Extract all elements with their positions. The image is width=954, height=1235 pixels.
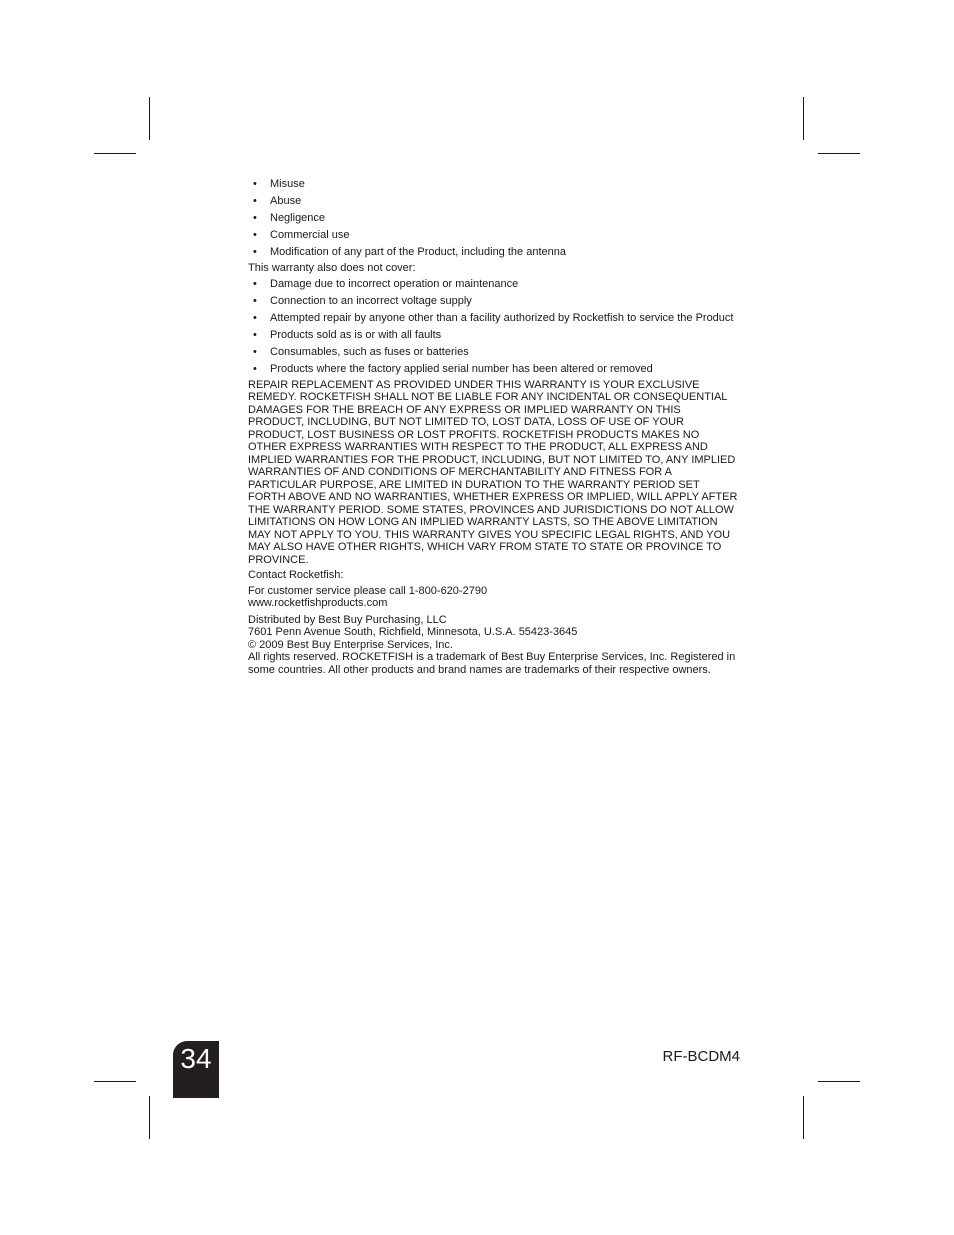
- copyright-notice: © 2009 Best Buy Enterprise Services, Inc.: [248, 638, 453, 651]
- bullet-icon: •: [253, 178, 257, 190]
- bullet-icon: •: [253, 363, 257, 375]
- list-item: • Attempted repair by anyone other than a facility authorized by Rocketfish to service the Product: [253, 312, 734, 324]
- distributor-name: Distributed by Best Buy Purchasing, LLC: [248, 613, 447, 626]
- page-number-tab: [173, 1041, 219, 1098]
- list-item: • Products where the factory applied serial number has been altered or removed: [253, 363, 653, 375]
- bullet-icon: •: [253, 278, 257, 290]
- list-item: • Connection to an incorrect voltage supply: [253, 295, 472, 307]
- trademark-notice: All rights reserved. ROCKETFISH is a trademark of Best Buy Enterprise Services, Inc. Registered in some countries. All other products and brand names are trademarks of their respective owners.: [248, 651, 736, 676]
- bullet-icon: •: [253, 295, 257, 307]
- also-not-covered-list: [248, 278, 740, 376]
- list-item: • Products sold as is or with all faults: [253, 329, 442, 341]
- list-item: • Consumables, such as fuses or batteries: [253, 346, 469, 358]
- bullet-icon: •: [253, 229, 257, 241]
- list-item: • Modification of any part of the Product, including the antenna: [253, 246, 566, 258]
- list-item: • Abuse: [253, 195, 302, 207]
- list-item: • Misuse: [253, 178, 305, 190]
- list-item: • Damage due to incorrect operation or maintenance: [253, 278, 519, 290]
- list-item: • Commercial use: [253, 229, 350, 241]
- crop-mark-bottom-right-horizontal: [818, 1081, 860, 1082]
- model-number: RF-BCDM4: [662, 1048, 740, 1065]
- contact-info: [248, 585, 740, 610]
- crop-mark-top-left-vertical: [149, 97, 150, 140]
- website-link[interactable]: www.rocketfishproducts.com: [248, 597, 388, 609]
- bullet-icon: •: [253, 246, 257, 258]
- bullet-icon: •: [253, 329, 257, 341]
- page-content: [248, 178, 740, 680]
- also-not-covered-intro: This warranty also does not cover:: [248, 261, 416, 274]
- legal-disclaimer: REPAIR REPLACEMENT AS PROVIDED UNDER THIS WARRANTY IS YOUR EXCLUSIVE REMEDY. ROCKETFISH SHALL NOT BE LIABLE FOR ANY INCIDENTAL OR CONSEQUENTIAL DAMAGES FOR THE BREACH OF ANY EXPRESS OR IMPLIED WARRANTY ON THIS PRODUCT, INCLUDING, BUT NOT LIMITED TO, LOST DATA, LOSS OF USE OF YOUR PRODUCT, LOST BUSINESS OR LOST PROFITS. ROCKETFISH PRODUCTS MAKES NO OTHER EXPRESS WARRANTIES WITH RESPECT TO THE PRODUCT, ALL EXPRESS AND IMPLIED WARRANTIES FOR THE PRODUCT, INCLUDING, BUT NOT LIMITED TO, ANY IMPLIED WARRANTIES OF AND CONDITIONS OF MERCHANTABILITY AND FITNESS FOR A PARTICULAR PURPOSE, ARE LIMITED IN DURATION TO THE WARRANTY PERIOD SET FORTH ABOVE AND NO WARRANTIES, WHETHER EXPRESS OR IMPLIED, WILL APPLY AFTER THE WARRANTY PERIOD. SOME STATES, PROVINCES AND JURISDICTIONS DO NOT ALLOW LIMITATIONS ON HOW LONG AN IMPLIED WARRANTY LASTS, SO THE ABOVE LIMITATION MAY NOT APPLY TO YOU. THIS WARRANTY GIVES YOU SPECIFIC LEGAL RIGHTS, AND YOU MAY ALSO HAVE OTHER RIGHTS, WHICH VARY FROM STATE TO STATE OR PROVINCE TO PROVINCE.: [248, 378, 738, 566]
- page-number: 34: [180, 1043, 212, 1074]
- bullet-icon: •: [253, 346, 257, 358]
- excluded-causes-list: [248, 178, 740, 259]
- crop-mark-top-right-horizontal: [818, 153, 860, 154]
- crop-mark-bottom-left-horizontal: [94, 1081, 136, 1082]
- distributor-address: 7601 Penn Avenue South, Richfield, Minnesota, U.S.A. 55423-3645: [248, 626, 578, 638]
- bullet-icon: •: [253, 195, 257, 207]
- crop-mark-bottom-left-vertical: [149, 1096, 150, 1139]
- bullet-icon: •: [253, 212, 257, 224]
- distributor-info: [248, 614, 740, 652]
- list-item: • Negligence: [253, 212, 326, 224]
- crop-mark-bottom-right-vertical: [803, 1096, 804, 1139]
- customer-service-phone: For customer service please call 1-800-620-2790: [248, 584, 488, 597]
- crop-mark-top-right-vertical: [803, 97, 804, 140]
- bullet-icon: •: [253, 312, 257, 324]
- crop-mark-top-left-horizontal: [94, 153, 136, 154]
- contact-heading: Contact Rocketfish:: [248, 569, 344, 581]
